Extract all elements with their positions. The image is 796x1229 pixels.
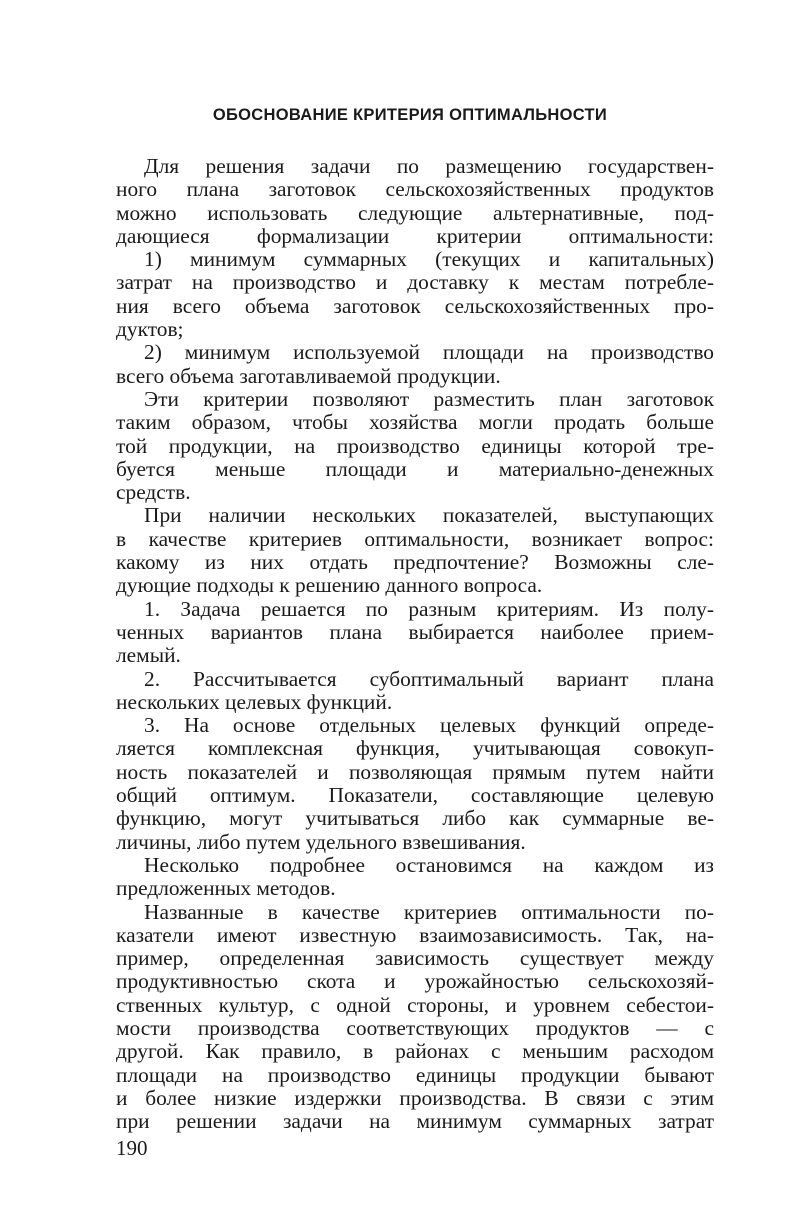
text-line: дуктов; (116, 317, 184, 342)
page-number: 190 (116, 1136, 148, 1160)
text-line: всего объема заготавливаемой продукции. (116, 363, 501, 388)
text-line: Эти критерии позволяют разместить план заготовок (144, 386, 714, 411)
text-line: в качестве критериев оптимальности, возникает вопрос: (116, 526, 714, 551)
text-line: мости производства соответствующих продуктов — с (116, 1015, 714, 1040)
text-line: предложенных методов. (116, 876, 336, 901)
text-line: пример, определенная зависимость существует между (116, 946, 714, 971)
text-line: можно использовать следующие альтернативные, под- (116, 200, 714, 225)
text-line: площади на производство единицы продукции бывают (116, 1062, 714, 1087)
text-line: дающиеся формализации критерии оптимальности: (116, 223, 714, 248)
text-line: 3. На основе отдельных целевых функций опреде- (144, 713, 714, 738)
body-text (116, 155, 714, 1133)
text-line: личины, либо путем удельного взвешивания. (116, 829, 526, 854)
text-line: таким образом, чтобы хозяйства могли продать больше (116, 410, 714, 435)
text-line: средств. (116, 480, 191, 505)
text-line: 2) минимум используемой площади на производство (144, 340, 714, 365)
text-line: при решении задачи на минимум суммарных затрат (116, 1109, 714, 1134)
text-line: дующие подходы к решению данного вопроса. (116, 573, 543, 598)
text-line: лемый. (116, 643, 181, 668)
text-line: другой. Как правило, в районах с меньшим расходом (116, 1039, 714, 1064)
text-line: 1. Задача решается по разным критериям. Из полу- (144, 596, 714, 621)
text-line: ность показателей и позволяющая прямым путем найти (116, 759, 714, 784)
text-line: функцию, могут учитываться либо как суммарные ве- (116, 806, 714, 831)
text-line: ния всего объема заготовок сельскохозяйственных про- (116, 293, 714, 318)
text-line: При наличии нескольких показателей, выступающих (144, 503, 714, 528)
text-line: ченных вариантов плана выбирается наиболее прием- (116, 619, 714, 644)
text-line: 2. Рассчитывается субоптимальный вариант плана (144, 666, 714, 691)
text-line: Названные в качестве критериев оптимальности по- (144, 899, 714, 924)
text-line: буется меньше площади и материально-денежных (116, 456, 714, 481)
text-line: продуктивностью скота и урожайностью сельскохозяй- (116, 969, 714, 994)
text-line: ного плана заготовок сельскохозяйственных продуктов (116, 177, 714, 202)
text-line: той продукции, на производство единицы которой тре- (116, 433, 714, 458)
text-line: общий оптимум. Показатели, составляющие целевую (116, 783, 714, 808)
text-line: ственных культур, с одной стороны, и уровнем себестои- (116, 992, 714, 1017)
section-heading: ОБОСНОВАНИЕ КРИТЕРИЯ ОПТИМАЛЬНОСТИ (212, 106, 608, 124)
text-line: какому из них отдать предпочтение? Возможны сле- (116, 550, 714, 575)
text-line: 1) минимум суммарных (текущих и капитальных) (144, 247, 714, 272)
text-line: Для решения задачи по размещению государствен- (144, 154, 714, 178)
text-line: затрат на производство и доставку к местам потребле- (116, 270, 714, 295)
text-line: нескольких целевых функций. (116, 689, 393, 714)
text-line: и более низкие издержки производства. В связи с этим (116, 1085, 714, 1110)
text-line: казатели имеют известную взаимозависимость. Так, на- (116, 922, 714, 947)
text-line: ляется комплексная функция, учитывающая совокуп- (116, 736, 714, 761)
text-line: Несколько подробнее остановимся на каждом из (144, 852, 714, 877)
